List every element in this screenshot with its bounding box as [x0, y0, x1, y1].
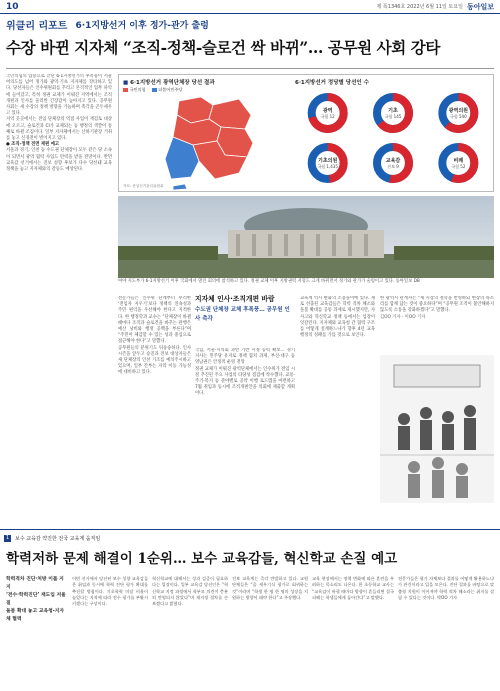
- feature-column-2: 혁신학교에 대해서는 성과 검증이 필요하다는 입장이다. 일부 교육감 당선인은 “혁신학교 지정 과정에서 학부모 의견이 충분히 반영되지 않았다”며 재지정 절차를 손보겠다고 밝혔다.: [152, 576, 228, 607]
- donut-label: 비례: [453, 158, 464, 164]
- article-column-5: [380, 296, 494, 352]
- article-column-2: [118, 296, 191, 526]
- sub-headline-text: 지자체 인사·조직개편 바람: [195, 295, 275, 303]
- map-region-jeju: [173, 184, 187, 190]
- result-donut-charts: [295, 89, 491, 189]
- donut-label: 교육감: [385, 158, 401, 164]
- article-paragraph: 국민의힘의 압승으로 끝난 6·1지방선거의 후폭풍이 서울 여의도를 넘어 정가와 광역·기초 지자체를 강타하고 있다. 당선자들은 인수위원회를 꾸리고 본격적인 업무 파악에 들어갔고, 특히 정권 교체가 이뤄진 지역에서는 조직개편과 인사를 둘러싼 긴장감이 높아지고 있다. 공무원 사회는 새 수장의 정책 방향을 가늠하며 촉각을 곤두세우고 있다.: [6, 74, 112, 117]
- donut-label: 기초의원: [318, 158, 338, 164]
- headline: 수장 바뀐 지자체 “조직-정책-슬로건 싹 바뀌”… 공무원 사회 강타: [6, 38, 440, 57]
- donut-value-label: 국힘 1,435: [317, 164, 338, 169]
- donut-value-label: 진보 9: [387, 164, 399, 169]
- issue-date: 제 폭1346호 2022년 6월 11일 토요일: [376, 4, 463, 10]
- graphic-source: 자료: 중앙선거관리위원회: [123, 184, 164, 188]
- photo-caption: 여야 지도부가 6·1지방선거 이후 국회에서 열린 회의에 참석하고 있다. 정권 교체 이후 지방권력 지형도 크게 바뀌면서 정가와 관가가 술렁이고 있다. 동아일보 DB: [118, 279, 420, 284]
- feature-headline: 학력저하 문제 해결이 1순위… 보수 교육감들, 혁신학교 손질 예고: [6, 551, 398, 567]
- article-column-1: [6, 74, 112, 326]
- donut-label: 기초: [388, 108, 398, 114]
- section-header: [6, 17, 496, 31]
- paper-name: 동아일보: [466, 2, 494, 11]
- article-paragraph: 서울과 경기, 인천 등 수도권 단체장이 모두 같은 당 소속이 되면서 광역 협력 사업도 탄력을 받을 전망이다. 반면 교육감 선거에서는 진보 성향 후보가 다수 당선돼 교육 정책을 놓고 지자체와의 갈등도 예상된다.: [6, 148, 112, 173]
- legend-item-ppp: 국민의힘: [123, 87, 146, 93]
- article-paragraph: 정권 교체가 이뤄진 광역단체에서는 인수위가 전임 시절 추진된 주요 사업의 타당성 점검에 착수했다. 교통·주거·복지 등 분야별로 공약 이행 로드맵을 마련하고 7월 취임과 동시에 조직개편안을 의회에 제출할 계획이다.: [195, 366, 295, 397]
- summary-point: 돌봄 확대 놓고 교육청-지자체 협력: [6, 609, 64, 622]
- feature-column-3: 진보 교육계는 즉각 반발하고 있다. 교원단체들은 “줄 세우기식 평가로 회귀하는 것”이라며 “학생 한 명 한 명의 성장을 지원하는 방향이 돼야 한다”고 주장했다.: [232, 576, 308, 600]
- sub-headline: [195, 295, 295, 324]
- article-paragraph: 지역 곳곳에서는 전임 단체장의 역점 사업이 재검토 대상에 오르고, 슬로건과 CI가 교체되는 등 행정의 색깔이 통째로 바뀔 조짐이다. 일부 지자체에서는 산하기관장 거취를 놓고 신경전이 벌어지고 있다.: [6, 117, 112, 142]
- illustration: [380, 355, 494, 503]
- article-paragraph: 국힘, 서울·시의회 과반 기반 시정 동력 확보… 경기 지사는 민주당 유지로 정책 협치 과제, 부산·대구 등 영남권은 안정적 운영 전망: [195, 348, 295, 366]
- section-divider: [0, 529, 500, 530]
- feature-summary: [6, 576, 68, 624]
- national-assembly-photo: [118, 196, 494, 278]
- election-infographic: [118, 74, 494, 192]
- feature-column-5: 전문가들은 평가 자체보다 결과를 어떻게 활용하느냐가 관건이라고 입을 모은다. 진단 결과를 바탕으로 맞춤형 지원이 이어져야 학력 격차 해소라는 취지를 살릴 수 있다는 것이다. 박OO 기자: [398, 576, 494, 600]
- article-paragraph: 전문가들은 인수위 단계부터 무리한 ‘전임자 지우기’보다 정책의 연속성과 주민 편익을 우선해야 한다고 지적한다. 한 행정학과 교수는 “단체장이 바뀔 때마다 조직과 슬로건을 바꾸는 관행은 예산 낭비와 행정 공백을 부른다”며 “주민이 체감할 수 있는 성과 중심으로 접근해야 한다”고 말했다.: [118, 296, 191, 345]
- divider: [6, 68, 494, 69]
- donut-value-label: 국힘 52: [451, 164, 466, 169]
- feature-column-1: 이번 선거에서 당선된 보수 성향 교육감들은 취임과 동시에 학력 진단 평가 확대를 추진할 방침이다. 기초학력 미달 비율이 늘었다는 지적에 따라 전수 평가를 부활시키겠다는 구상이다.: [72, 576, 148, 607]
- issue-info: [377, 2, 494, 12]
- sub-headline-deck: 수도권 단체장 교체 후폭풍… 공무원 인사 촉각: [195, 306, 290, 322]
- donut-value-label: 국힘 540: [450, 114, 467, 119]
- sub-section-bar: [0, 533, 500, 543]
- illustration-image: [380, 355, 494, 503]
- article-paragraph: 한 광역시 관계자는 “새 시장의 철학을 반영하되 현장의 목소리를 함께 담는 것이 중요하다”며 “공무원 조직이 불안해하지 않도록 소통을 강화하겠다”고 말했다.: [380, 296, 494, 314]
- donut-value-label: 국힘 145: [384, 114, 402, 119]
- donut-label: 광역: [322, 108, 333, 114]
- korea-map: [121, 93, 286, 191]
- photo-image: [118, 196, 494, 278]
- article-paragraph: 공무원들의 분위기도 뒤숭숭하다. 인사 시즌을 앞두고 승진과 전보 대상자들은 새 단체장의 인선 기조를 예의주시하고 있으며, 일부 간부는 자리 이동 가능성에 대비하고 있다.: [118, 345, 191, 376]
- summary-point: ‘전수·학력진단’ 재도입 저울질: [6, 593, 66, 606]
- map-title: ■ 6·1지방선거 광역단체장 당선 결과: [123, 80, 215, 86]
- summary-point: 학력격차 진단·처방 이룰 지지: [6, 577, 64, 590]
- donut-value-label: 국힘 12: [320, 114, 335, 119]
- result-chart-title: 6·1지방선거 정당별 당선인 수: [295, 80, 369, 86]
- feature-column-4: 교육 현장에서는 정책 변화에 따른 혼란을 우려하는 목소리도 나온다. 한 초등학교 교사는 “교육감이 바뀔 때마다 방향이 흔들리면 결국 피해는 학생들에게 돌아간다”고 말했다.: [312, 576, 394, 600]
- article-subhead: ● 조직-정책 전면 재편 예고: [6, 142, 60, 148]
- article-column-3: [195, 348, 295, 526]
- donut-label: 광역의원: [448, 108, 468, 114]
- byline: 김OO 기자 · 이OO 기자: [380, 314, 426, 320]
- masthead: [0, 0, 500, 14]
- section-name: 위클리 리포트: [6, 20, 68, 32]
- page-number: 10: [6, 1, 19, 12]
- article-column-4: [300, 296, 375, 526]
- legend-item-dp: 더불어민주당: [152, 87, 183, 93]
- sub-section-label: 보수 교육감 약진한 전국 교육계 움직임: [15, 535, 101, 542]
- article-paragraph: 교육계 역시 변화의 소용돌이에 있다. 새로 선출된 교육감들은 학력 격차 해소와 돌봄 확대를 공통 과제로 제시했지만, 자사고와 혁신학교 정책 등에서는 입장이 엇갈린다. 지자체와 교육청 간 협력 구조를 어떻게 설계하느냐가 향후 4년 교육 행정의 성패를 가를 것으로 보인다.: [300, 296, 375, 339]
- sub-section-marker: 1: [5, 534, 10, 541]
- section-subject: 6·1지방선거 이후 정가-관가 출렁: [75, 20, 209, 31]
